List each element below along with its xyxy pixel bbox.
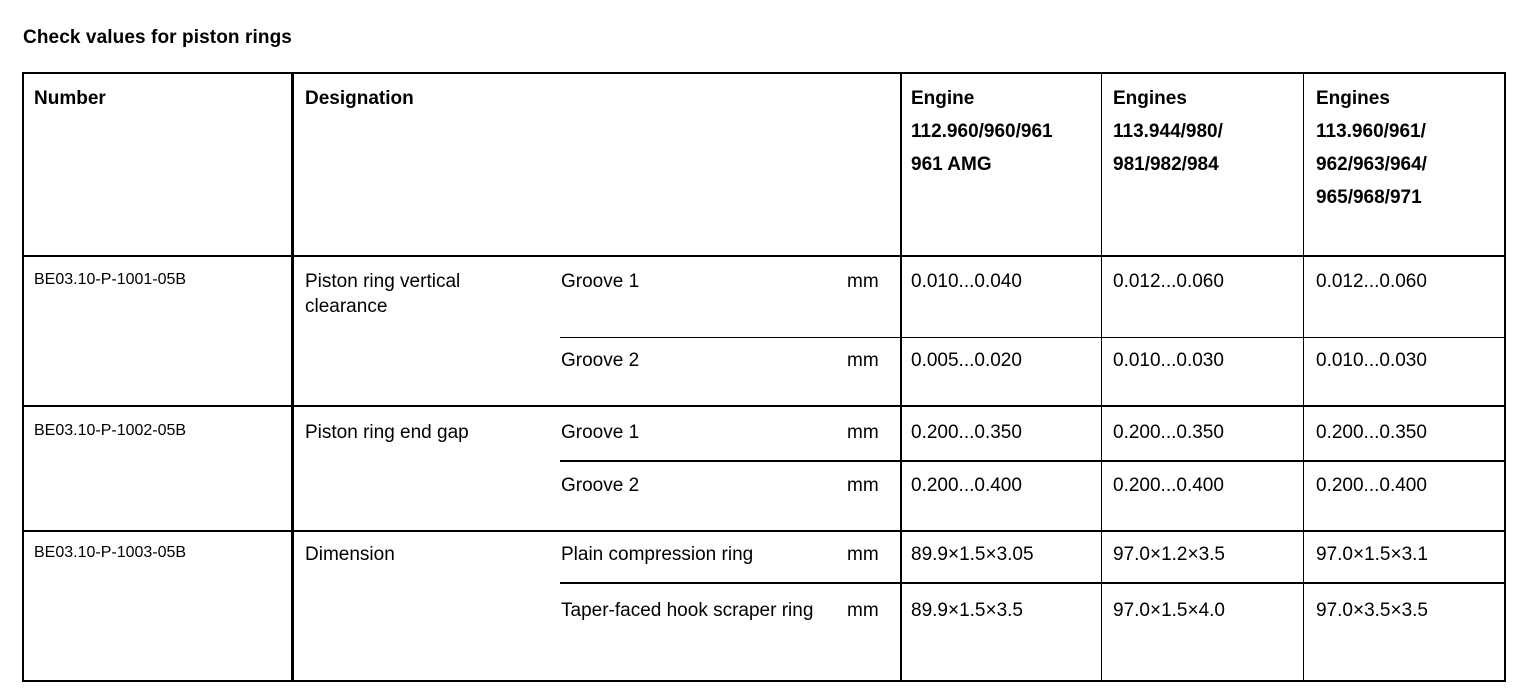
subrow-label: Plain compression ring — [561, 544, 754, 565]
subrow-unit: mm — [847, 600, 879, 621]
subrow-label: Groove 1 — [561, 271, 640, 292]
subrow-unit: mm — [847, 475, 879, 496]
row-divider — [24, 405, 1504, 407]
value-cell: 0.200...0.400 — [911, 475, 1022, 496]
row-designation: Dimension — [305, 544, 395, 565]
value-cell: 0.010...0.030 — [1113, 350, 1224, 371]
piston-ring-table — [22, 72, 1506, 682]
value-cell: 0.200...0.350 — [911, 422, 1022, 443]
row-number: BE03.10-P-1003-05B — [34, 544, 187, 561]
row-divider — [24, 255, 1504, 257]
value-cell: 0.012...0.060 — [1113, 271, 1224, 292]
value-cell: 0.200...0.400 — [1316, 475, 1427, 496]
column-divider — [1303, 74, 1304, 680]
column-divider — [1101, 74, 1102, 680]
row-number: BE03.10-P-1001-05B — [34, 271, 187, 288]
page-title: Check values for piston rings — [23, 27, 292, 48]
row-designation: Piston ring vertical clearance — [305, 271, 461, 317]
value-cell: 0.200...0.350 — [1113, 422, 1224, 443]
value-cell: 89.9×1.5×3.05 — [911, 544, 1034, 565]
subrow-label: Groove 2 — [561, 475, 640, 496]
header-number: Number — [34, 88, 106, 109]
header-engine-1: Engine 112.960/960/961 961 AMG — [911, 88, 1053, 175]
value-cell: 0.005...0.020 — [911, 350, 1022, 371]
header-engine-3: Engines 113.960/961/ 962/963/964/ 965/968/971 — [1316, 88, 1427, 208]
subrow-divider — [560, 460, 1504, 462]
subrow-unit: mm — [847, 271, 879, 292]
subrow-label: Taper-faced hook scraper ring — [561, 600, 814, 621]
value-cell: 97.0×1.2×3.5 — [1113, 544, 1225, 565]
value-cell: 0.012...0.060 — [1316, 271, 1427, 292]
value-cell: 0.200...0.350 — [1316, 422, 1427, 443]
header-designation: Designation — [305, 88, 414, 109]
header-engine-2: Engines 113.944/980/ 981/982/984 — [1113, 88, 1223, 175]
subrow-label: Groove 1 — [561, 422, 640, 443]
column-divider — [291, 74, 294, 680]
row-number: BE03.10-P-1002-05B — [34, 422, 187, 439]
row-designation: Piston ring end gap — [305, 422, 469, 443]
value-cell: 89.9×1.5×3.5 — [911, 600, 1023, 621]
subrow-divider — [560, 582, 1504, 584]
column-divider — [900, 74, 902, 680]
value-cell: 97.0×1.5×3.1 — [1316, 544, 1428, 565]
subrow-unit: mm — [847, 422, 879, 443]
value-cell: 0.010...0.030 — [1316, 350, 1427, 371]
value-cell: 97.0×3.5×3.5 — [1316, 600, 1428, 621]
subrow-divider — [560, 337, 1504, 338]
subrow-unit: mm — [847, 350, 879, 371]
subrow-label: Groove 2 — [561, 350, 640, 371]
value-cell: 97.0×1.5×4.0 — [1113, 600, 1225, 621]
value-cell: 0.200...0.400 — [1113, 475, 1224, 496]
subrow-unit: mm — [847, 544, 879, 565]
row-divider — [24, 530, 1504, 532]
value-cell: 0.010...0.040 — [911, 271, 1022, 292]
